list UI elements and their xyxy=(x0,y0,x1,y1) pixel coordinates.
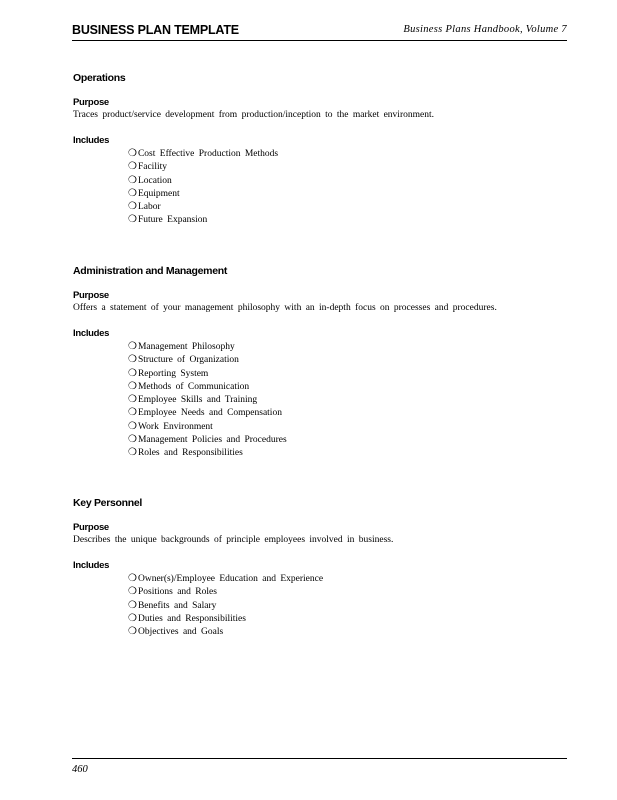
list-item xyxy=(128,147,567,160)
circle-bullet-icon: ❍ xyxy=(128,612,137,624)
purpose-text: Traces product/service development from production/inception to the market environment. xyxy=(73,110,434,120)
list-item xyxy=(128,353,567,366)
list-item xyxy=(128,406,567,419)
list-item-text: Objectives and Goals xyxy=(137,627,224,638)
list-item-text: Methods of Communication xyxy=(137,381,250,392)
section-administration xyxy=(73,264,567,460)
includes-label: Includes xyxy=(73,328,110,339)
purpose-text: Offers a statement of your management philosophy with an in-depth focus on processes and procedures. xyxy=(73,303,497,313)
page-footer xyxy=(72,758,567,775)
purpose-text: Describes the unique backgrounds of principle employees involved in business. xyxy=(73,535,394,545)
list-item-text: Equipment xyxy=(137,188,180,199)
circle-bullet-icon: ❍ xyxy=(128,341,137,352)
list-item xyxy=(128,612,567,625)
list-item-text: Duties and Responsibilities xyxy=(137,613,246,624)
list-item-text: Reporting System xyxy=(137,368,209,379)
list-item-text: Cost Effective Production Methods xyxy=(137,149,279,159)
section-operations xyxy=(73,71,567,227)
list-item xyxy=(128,213,567,226)
purpose-label: Purpose xyxy=(73,97,109,108)
list-item-text: Management Policies and Procedures xyxy=(137,435,287,446)
page-number: 460 xyxy=(72,764,88,775)
list-item-text: Future Expansion xyxy=(137,215,208,226)
list-item xyxy=(128,340,567,353)
circle-bullet-icon: ❍ xyxy=(128,394,137,406)
list-item-text: Structure of Organization xyxy=(137,355,239,366)
circle-bullet-icon: ❍ xyxy=(128,573,137,584)
list-item xyxy=(128,367,567,380)
circle-bullet-icon: ❍ xyxy=(128,148,137,159)
list-item-text: Facility xyxy=(137,162,167,173)
circle-bullet-icon: ❍ xyxy=(128,214,137,226)
purpose-label: Purpose xyxy=(73,522,109,533)
list-item-text: Employee Needs and Compensation xyxy=(137,408,282,419)
includes-label: Includes xyxy=(73,560,110,571)
circle-bullet-icon: ❍ xyxy=(128,174,137,186)
list-item xyxy=(128,625,567,638)
list-item xyxy=(128,599,567,612)
section-title: Key Personnel xyxy=(73,497,143,509)
circle-bullet-icon: ❍ xyxy=(128,367,137,379)
list-item xyxy=(128,174,567,187)
list-item xyxy=(128,187,567,200)
list-item xyxy=(128,380,567,393)
list-item xyxy=(128,446,567,459)
list-item xyxy=(128,200,567,213)
includes-list xyxy=(73,147,567,227)
circle-bullet-icon: ❍ xyxy=(128,187,137,199)
circle-bullet-icon: ❍ xyxy=(128,447,137,459)
list-item-text: Roles and Responsibilities xyxy=(137,448,243,459)
section-title: Administration and Management xyxy=(73,265,228,277)
circle-bullet-icon: ❍ xyxy=(128,434,137,446)
list-item-text: Management Philosophy xyxy=(137,342,235,352)
circle-bullet-icon: ❍ xyxy=(128,626,137,638)
circle-bullet-icon: ❍ xyxy=(128,161,137,173)
list-item-text: Benefits and Salary xyxy=(137,600,217,611)
list-item-text: Work Environment xyxy=(137,421,213,432)
header-title: BUSINESS PLAN TEMPLATE xyxy=(72,23,239,37)
list-item xyxy=(128,420,567,433)
list-item xyxy=(128,572,567,585)
circle-bullet-icon: ❍ xyxy=(128,420,137,432)
list-item xyxy=(128,393,567,406)
includes-list xyxy=(73,572,567,638)
list-item xyxy=(128,433,567,446)
list-item-text: Owner(s)/Employee Education and Experience xyxy=(137,574,324,584)
includes-label: Includes xyxy=(73,135,110,146)
list-item-text: Labor xyxy=(137,202,161,213)
circle-bullet-icon: ❍ xyxy=(128,586,137,598)
list-item-text: Employee Skills and Training xyxy=(137,395,258,406)
list-item-text: Location xyxy=(137,175,172,186)
circle-bullet-icon: ❍ xyxy=(128,201,137,213)
list-item-text: Positions and Roles xyxy=(137,587,217,598)
circle-bullet-icon: ❍ xyxy=(128,407,137,419)
section-key-personnel xyxy=(73,496,567,638)
includes-list xyxy=(73,340,567,460)
list-item xyxy=(128,585,567,598)
list-item xyxy=(128,160,567,173)
circle-bullet-icon: ❍ xyxy=(128,599,137,611)
circle-bullet-icon: ❍ xyxy=(128,354,137,366)
circle-bullet-icon: ❍ xyxy=(128,380,137,392)
page-header xyxy=(72,22,567,41)
purpose-label: Purpose xyxy=(73,290,109,301)
header-source: Business Plans Handbook, Volume 7 xyxy=(403,24,567,35)
section-title: Operations xyxy=(73,72,126,84)
